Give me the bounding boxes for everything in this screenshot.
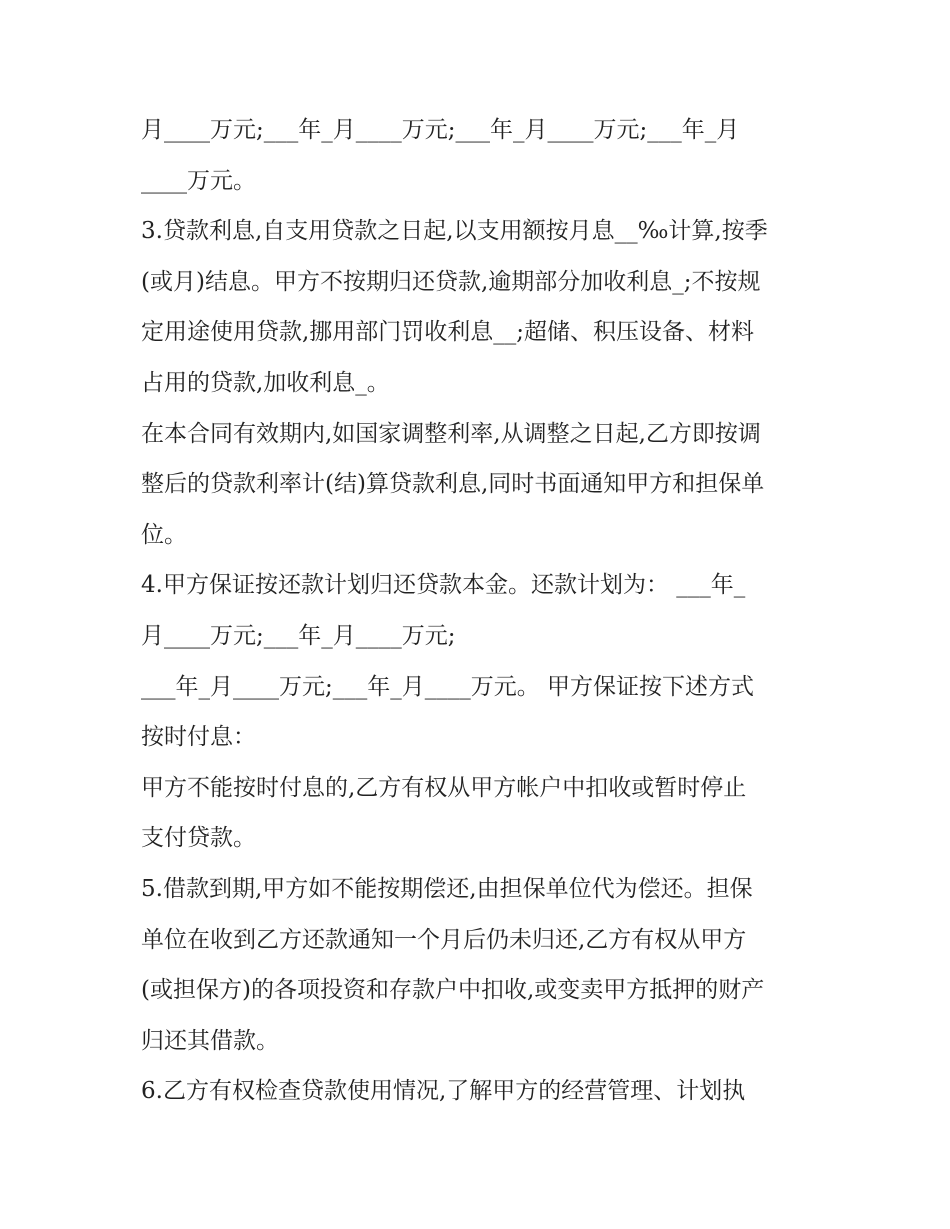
text-line: 支付贷款。 xyxy=(141,825,256,852)
text-line: 位。 xyxy=(141,521,187,548)
text-line: ____万元。 xyxy=(141,167,256,194)
text-line: 月____万元;___年_月____万元;___年_月____万元;___年_月 xyxy=(141,117,740,143)
text-line: 整后的贷款利率计(结)算贷款利息,同时书面通知甲方和担保单 xyxy=(141,471,765,498)
text-line: 占用的贷款,加收利息_。 xyxy=(141,369,390,396)
text-line: 4.甲方保证按还款计划归还贷款本金。还款计划为： ___年_ xyxy=(141,572,746,599)
text-line: 单位在收到乙方还款通知一个月后仍未归还,乙方有权从甲方 xyxy=(141,926,747,953)
text-line: 在本合同有效期内,如国家调整利率,从调整之日起,乙方即按调 xyxy=(141,420,761,447)
text-line: (或月)结息。甲方不按期归还贷款,逾期部分加收利息_;不按规 xyxy=(141,268,761,295)
text-line: 3.贷款利息,自支用贷款之日起,以支用额按月息__‰计算,按季 xyxy=(141,218,768,245)
document-body xyxy=(141,105,821,1117)
text-line: 按时付息： xyxy=(141,724,256,751)
text-line: 归还其借款。 xyxy=(141,1027,279,1054)
text-line: 定用途使用贷款,挪用部门罚收利息__;超储、积压设备、材料 xyxy=(141,319,755,346)
text-line: ___年_月____万元;___年_月____万元。 甲方保证按下述方式 xyxy=(141,673,755,700)
text-line: 6.乙方有权检查贷款使用情况,了解甲方的经营管理、计划执 xyxy=(141,1078,746,1105)
text-line: 5.借款到期,甲方如不能按期偿还,由担保单位代为偿还。担保 xyxy=(141,875,753,902)
text-line: 月____万元;___年_月____万元; xyxy=(141,622,456,649)
text-line: (或担保方)的各项投资和存款户中扣收,或变卖甲方抵押的财产 xyxy=(141,977,765,1004)
text-line: 甲方不能按时付息的,乙方有权从甲方帐户中扣收或暂时停止 xyxy=(141,774,747,801)
